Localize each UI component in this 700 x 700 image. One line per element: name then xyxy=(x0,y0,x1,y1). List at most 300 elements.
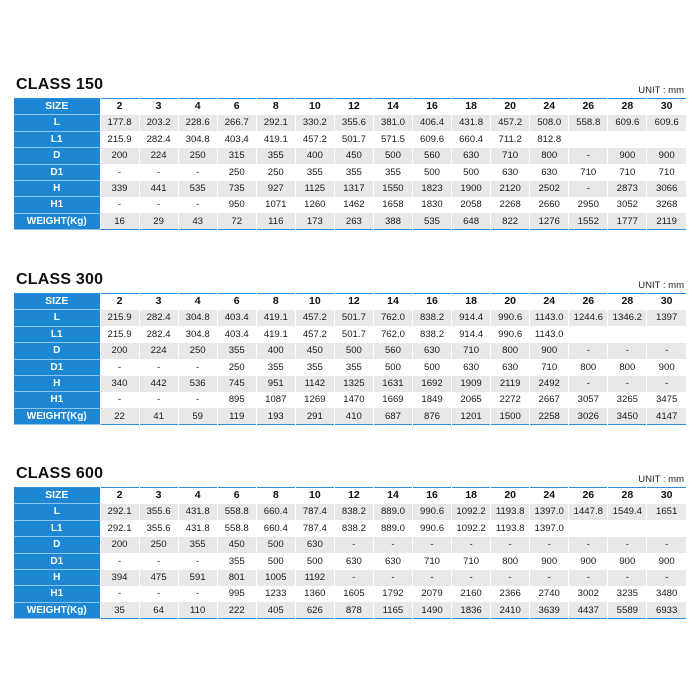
table-cell: 609.6 xyxy=(647,115,686,131)
table-cell: 500 xyxy=(413,359,452,375)
table-cell xyxy=(569,131,608,147)
table-cell: 1849 xyxy=(413,392,452,408)
table-cell: - xyxy=(413,537,452,553)
table-cell: 660.4 xyxy=(256,520,295,536)
table-cell: 1777 xyxy=(608,213,647,229)
table-cell: 2502 xyxy=(530,181,569,197)
size-cell: 28 xyxy=(608,488,647,504)
table-cell: 1201 xyxy=(452,408,491,424)
table-cell: 1092.2 xyxy=(452,504,491,520)
table-cell: 838.2 xyxy=(413,310,452,326)
table-cell: - xyxy=(452,570,491,586)
table-cell: - xyxy=(139,197,178,213)
table-cell: 630 xyxy=(373,553,412,569)
table-cell xyxy=(608,131,647,147)
table-cell: 2873 xyxy=(608,181,647,197)
table-row xyxy=(14,164,686,180)
table-cell: 711.2 xyxy=(491,131,530,147)
spec-table xyxy=(14,487,686,619)
table-cell: - xyxy=(608,343,647,359)
table-cell: - xyxy=(530,570,569,586)
table-cell: 508.0 xyxy=(530,115,569,131)
table-cell: 1909 xyxy=(452,376,491,392)
table-cell: 119 xyxy=(217,408,256,424)
table-cell: 745 xyxy=(217,376,256,392)
size-cell: 30 xyxy=(647,488,686,504)
table-cell: 501.7 xyxy=(334,310,373,326)
table-cell: - xyxy=(178,359,217,375)
row-header: H1 xyxy=(14,392,100,408)
table-cell: 59 xyxy=(178,408,217,424)
table-row xyxy=(14,602,686,618)
table-cell: 400 xyxy=(256,343,295,359)
table-cell: 406.4 xyxy=(413,115,452,131)
size-cell: 18 xyxy=(452,488,491,504)
table-cell: 457.2 xyxy=(295,326,334,342)
table-cell: 4437 xyxy=(569,602,608,618)
size-cell: 28 xyxy=(608,99,647,115)
row-header: D1 xyxy=(14,553,100,569)
size-cell: 4 xyxy=(178,99,217,115)
table-cell: 3480 xyxy=(647,586,686,602)
size-cell: 6 xyxy=(217,488,256,504)
table-cell: 558.8 xyxy=(569,115,608,131)
table-cell: 710 xyxy=(452,343,491,359)
table-cell: 1605 xyxy=(334,586,373,602)
table-cell: 630 xyxy=(452,148,491,164)
table-cell: 1193.8 xyxy=(491,520,530,536)
table-cell: 3265 xyxy=(608,392,647,408)
table-cell: - xyxy=(569,570,608,586)
table-cell: 2410 xyxy=(491,602,530,618)
table-cell: 500 xyxy=(373,148,412,164)
row-header: D1 xyxy=(14,359,100,375)
table-row xyxy=(14,553,686,569)
row-header: L xyxy=(14,115,100,131)
table-cell: 1346.2 xyxy=(608,310,647,326)
table-cell: 1092.2 xyxy=(452,520,491,536)
table-cell: - xyxy=(647,376,686,392)
table-cell: 2120 xyxy=(491,181,530,197)
table-cell: 355 xyxy=(334,164,373,180)
table-cell: 1651 xyxy=(647,504,686,520)
table-cell: 292.1 xyxy=(256,115,295,131)
table-cell: 900 xyxy=(647,553,686,569)
table-cell: 687 xyxy=(373,408,412,424)
table-cell: - xyxy=(139,164,178,180)
table-cell: 355 xyxy=(295,359,334,375)
table-cell: 630 xyxy=(413,343,452,359)
row-header: L1 xyxy=(14,131,100,147)
table-cell: 560 xyxy=(373,343,412,359)
row-header: H xyxy=(14,376,100,392)
size-cell: 18 xyxy=(452,99,491,115)
table-cell: 2258 xyxy=(530,408,569,424)
table-cell: 1260 xyxy=(295,197,334,213)
table-cell: 1823 xyxy=(413,181,452,197)
table-cell: 1550 xyxy=(373,181,412,197)
table-cell: 800 xyxy=(491,553,530,569)
table-cell: 914.4 xyxy=(452,326,491,342)
section-title: CLASS 150 xyxy=(16,76,104,93)
table-cell: 1836 xyxy=(452,602,491,618)
table-cell: 304.8 xyxy=(178,131,217,147)
spec-table xyxy=(14,98,686,230)
size-cell: 3 xyxy=(139,99,178,115)
table-cell: - xyxy=(178,197,217,213)
table-cell: 878 xyxy=(334,602,373,618)
table-cell: 3235 xyxy=(608,586,647,602)
table-cell: 2950 xyxy=(569,197,608,213)
table-cell: 224 xyxy=(139,343,178,359)
table-cell: - xyxy=(100,197,139,213)
table-cell: 876 xyxy=(413,408,452,424)
table-cell: 951 xyxy=(256,376,295,392)
table-cell: 457.2 xyxy=(295,310,334,326)
table-cell: 355.6 xyxy=(139,520,178,536)
size-cell: 12 xyxy=(334,99,373,115)
table-cell: 291 xyxy=(295,408,334,424)
table-cell: 1087 xyxy=(256,392,295,408)
table-cell: 995 xyxy=(217,586,256,602)
table-cell: 3475 xyxy=(647,392,686,408)
table-cell: 22 xyxy=(100,408,139,424)
table-cell: - xyxy=(373,537,412,553)
table-cell: - xyxy=(100,586,139,602)
table-row xyxy=(14,181,686,197)
table-cell xyxy=(608,326,647,342)
table-cell: - xyxy=(608,376,647,392)
table-cell: 501.7 xyxy=(334,326,373,342)
table-cell: - xyxy=(100,553,139,569)
table-cell: 200 xyxy=(100,148,139,164)
unit-label: UNIT : mm xyxy=(638,474,684,485)
size-cell: 30 xyxy=(647,294,686,310)
table-cell: 889.0 xyxy=(373,520,412,536)
table-cell: 838.2 xyxy=(413,326,452,342)
table-cell: 2065 xyxy=(452,392,491,408)
table-cell: 3052 xyxy=(608,197,647,213)
table-cell: 710 xyxy=(569,164,608,180)
table-cell: 1193.8 xyxy=(491,504,530,520)
table-cell: 1143.0 xyxy=(530,310,569,326)
table-cell xyxy=(647,326,686,342)
table-row xyxy=(14,326,686,342)
table-cell: - xyxy=(569,537,608,553)
table-cell: 400 xyxy=(295,148,334,164)
table-cell: 1360 xyxy=(295,586,334,602)
size-cell: 28 xyxy=(608,294,647,310)
size-cell: 16 xyxy=(413,294,452,310)
table-cell: 16 xyxy=(100,213,139,229)
table-cell: 1462 xyxy=(334,197,373,213)
table-cell: 4147 xyxy=(647,408,686,424)
table-cell: 762.0 xyxy=(373,310,412,326)
table-row xyxy=(14,504,686,520)
table-cell: 215.9 xyxy=(100,326,139,342)
table-cell: 2160 xyxy=(452,586,491,602)
table-cell: 355 xyxy=(256,148,295,164)
table-cell: 403.4 xyxy=(217,326,256,342)
table-row xyxy=(14,359,686,375)
table-cell: 535 xyxy=(178,181,217,197)
table-cell: 304.8 xyxy=(178,310,217,326)
table-cell: 1276 xyxy=(530,213,569,229)
table-cell: 889.0 xyxy=(373,504,412,520)
size-cell: 24 xyxy=(530,99,569,115)
table-cell: 2740 xyxy=(530,586,569,602)
table-cell: 838.2 xyxy=(334,504,373,520)
table-cell: 900 xyxy=(569,553,608,569)
table-row xyxy=(14,115,686,131)
table-cell: - xyxy=(100,359,139,375)
table-cell: 500 xyxy=(256,553,295,569)
table-cell: 394 xyxy=(100,570,139,586)
table-cell: - xyxy=(491,570,530,586)
table-cell: 266.7 xyxy=(217,115,256,131)
table-row xyxy=(14,131,686,147)
table-cell: - xyxy=(569,181,608,197)
table-cell: 431.8 xyxy=(178,520,217,536)
size-cell: 10 xyxy=(295,488,334,504)
size-cell: 10 xyxy=(295,99,334,115)
table-cell: - xyxy=(647,570,686,586)
table-cell: 250 xyxy=(178,148,217,164)
table-row xyxy=(14,213,686,229)
table-cell: 501.7 xyxy=(334,131,373,147)
table-cell: 410 xyxy=(334,408,373,424)
table-cell: 558.8 xyxy=(217,520,256,536)
table-row xyxy=(14,408,686,424)
table-cell: 1269 xyxy=(295,392,334,408)
table-cell: 990.6 xyxy=(413,520,452,536)
table-cell: 2492 xyxy=(530,376,569,392)
table-row xyxy=(14,310,686,326)
table-row xyxy=(14,570,686,586)
table-cell: 571.5 xyxy=(373,131,412,147)
table-cell: 3639 xyxy=(530,602,569,618)
table-cell: - xyxy=(413,570,452,586)
size-cell: 6 xyxy=(217,99,256,115)
table-cell: 609.6 xyxy=(608,115,647,131)
table-cell: 3450 xyxy=(608,408,647,424)
table-cell: 203.2 xyxy=(139,115,178,131)
size-cell: 26 xyxy=(569,488,608,504)
table-cell: - xyxy=(100,164,139,180)
table-cell: 900 xyxy=(608,148,647,164)
size-cell: 16 xyxy=(413,99,452,115)
table-cell: 450 xyxy=(217,537,256,553)
size-cell: 24 xyxy=(530,294,569,310)
table-cell: 630 xyxy=(491,164,530,180)
table-row-size xyxy=(14,99,686,115)
row-header: WEIGHT(Kg) xyxy=(14,408,100,424)
size-cell: 24 xyxy=(530,488,569,504)
table-cell: 1244.6 xyxy=(569,310,608,326)
table-cell: 710 xyxy=(491,148,530,164)
table-cell: 560 xyxy=(413,148,452,164)
size-cell: 14 xyxy=(373,99,412,115)
table-cell: 419.1 xyxy=(256,326,295,342)
table-cell: 200 xyxy=(100,537,139,553)
table-cell: 3268 xyxy=(647,197,686,213)
table-cell: - xyxy=(334,570,373,586)
table-cell: - xyxy=(139,392,178,408)
table-cell: 3066 xyxy=(647,181,686,197)
table-cell: 1658 xyxy=(373,197,412,213)
table-cell: 405 xyxy=(256,602,295,618)
table-cell: 787.4 xyxy=(295,520,334,536)
table-cell: 403.4 xyxy=(217,310,256,326)
table-cell: 558.8 xyxy=(217,504,256,520)
table-cell: 388 xyxy=(373,213,412,229)
table-cell: - xyxy=(373,570,412,586)
table-row xyxy=(14,392,686,408)
row-header: H1 xyxy=(14,197,100,213)
table-cell: 403.4 xyxy=(217,131,256,147)
row-header: SIZE xyxy=(14,99,100,115)
table-cell: 591 xyxy=(178,570,217,586)
table-cell: 800 xyxy=(608,359,647,375)
table-cell: 990.6 xyxy=(413,504,452,520)
size-cell: 2 xyxy=(100,294,139,310)
size-cell: 10 xyxy=(295,294,334,310)
table-cell: 355 xyxy=(334,359,373,375)
table-cell: 800 xyxy=(491,343,530,359)
table-cell: - xyxy=(139,586,178,602)
table-cell: 900 xyxy=(608,553,647,569)
table-cell: 41 xyxy=(139,408,178,424)
size-cell: 18 xyxy=(452,294,491,310)
table-cell: 630 xyxy=(452,359,491,375)
table-cell: 812.8 xyxy=(530,131,569,147)
row-header: WEIGHT(Kg) xyxy=(14,602,100,618)
row-header: SIZE xyxy=(14,488,100,504)
table-cell: 2119 xyxy=(491,376,530,392)
table-cell: 215.9 xyxy=(100,131,139,147)
table-cell: 263 xyxy=(334,213,373,229)
row-header: H xyxy=(14,570,100,586)
table-cell: 355 xyxy=(295,164,334,180)
table-cell: 475 xyxy=(139,570,178,586)
table-cell: 710 xyxy=(608,164,647,180)
table-row xyxy=(14,343,686,359)
table-cell xyxy=(647,131,686,147)
size-cell: 26 xyxy=(569,99,608,115)
size-cell: 20 xyxy=(491,99,530,115)
table-cell: 339 xyxy=(100,181,139,197)
row-header: D xyxy=(14,343,100,359)
table-row xyxy=(14,537,686,553)
row-header: D xyxy=(14,537,100,553)
table-cell: 250 xyxy=(139,537,178,553)
table-cell: 1005 xyxy=(256,570,295,586)
table-cell: - xyxy=(569,343,608,359)
table-cell: 2079 xyxy=(413,586,452,602)
table-cell: 626 xyxy=(295,602,334,618)
table-cell: - xyxy=(178,164,217,180)
table-cell: 900 xyxy=(530,553,569,569)
table-cell: 355 xyxy=(217,343,256,359)
size-cell: 8 xyxy=(256,99,295,115)
table-cell: 500 xyxy=(452,164,491,180)
table-cell: 630 xyxy=(334,553,373,569)
table-cell: 500 xyxy=(334,343,373,359)
table-cell: - xyxy=(178,392,217,408)
table-cell: 1900 xyxy=(452,181,491,197)
size-cell: 20 xyxy=(491,488,530,504)
size-cell: 3 xyxy=(139,294,178,310)
table-cell xyxy=(647,520,686,536)
table-row xyxy=(14,148,686,164)
table-cell: 450 xyxy=(334,148,373,164)
table-cell: 355 xyxy=(256,359,295,375)
table-cell: - xyxy=(569,148,608,164)
table-cell: 355 xyxy=(178,537,217,553)
table-row-size xyxy=(14,294,686,310)
table-cell: 1447.8 xyxy=(569,504,608,520)
table-cell: 2667 xyxy=(530,392,569,408)
table-cell: 250 xyxy=(217,359,256,375)
table-cell: - xyxy=(452,537,491,553)
table-cell: - xyxy=(139,359,178,375)
size-cell: 12 xyxy=(334,294,373,310)
table-cell: 536 xyxy=(178,376,217,392)
table-cell: 282.4 xyxy=(139,310,178,326)
table-cell: 5589 xyxy=(608,602,647,618)
table-cell: 72 xyxy=(217,213,256,229)
unit-label: UNIT : mm xyxy=(638,85,684,96)
table-cell: 630 xyxy=(295,537,334,553)
section-title: CLASS 300 xyxy=(16,271,104,288)
table-cell: 1071 xyxy=(256,197,295,213)
table-cell: 228.6 xyxy=(178,115,217,131)
table-cell: 1397.0 xyxy=(530,520,569,536)
row-header: SIZE xyxy=(14,294,100,310)
table-cell: 355 xyxy=(373,164,412,180)
table-cell: 304.8 xyxy=(178,326,217,342)
table-cell: - xyxy=(100,392,139,408)
size-cell: 26 xyxy=(569,294,608,310)
table-cell: 282.4 xyxy=(139,131,178,147)
size-cell: 30 xyxy=(647,99,686,115)
table-cell: 442 xyxy=(139,376,178,392)
table-cell: 787.4 xyxy=(295,504,334,520)
table-cell: 1500 xyxy=(491,408,530,424)
table-cell: 250 xyxy=(178,343,217,359)
table-cell: 215.9 xyxy=(100,310,139,326)
table-cell: 990.6 xyxy=(491,310,530,326)
table-cell: 900 xyxy=(530,343,569,359)
size-cell: 8 xyxy=(256,294,295,310)
table-cell: 660.4 xyxy=(256,504,295,520)
size-cell: 6 xyxy=(217,294,256,310)
size-cell: 8 xyxy=(256,488,295,504)
table-cell: 116 xyxy=(256,213,295,229)
table-cell: - xyxy=(178,586,217,602)
table-cell: 330.2 xyxy=(295,115,334,131)
table-cell: 355.6 xyxy=(334,115,373,131)
table-cell: 2272 xyxy=(491,392,530,408)
table-cell: 292.1 xyxy=(100,520,139,536)
table-cell: - xyxy=(491,537,530,553)
table-cell: 762.0 xyxy=(373,326,412,342)
table-cell: 441 xyxy=(139,181,178,197)
table-cell: - xyxy=(139,553,178,569)
table-row xyxy=(14,376,686,392)
table-cell: 193 xyxy=(256,408,295,424)
table-cell: 29 xyxy=(139,213,178,229)
